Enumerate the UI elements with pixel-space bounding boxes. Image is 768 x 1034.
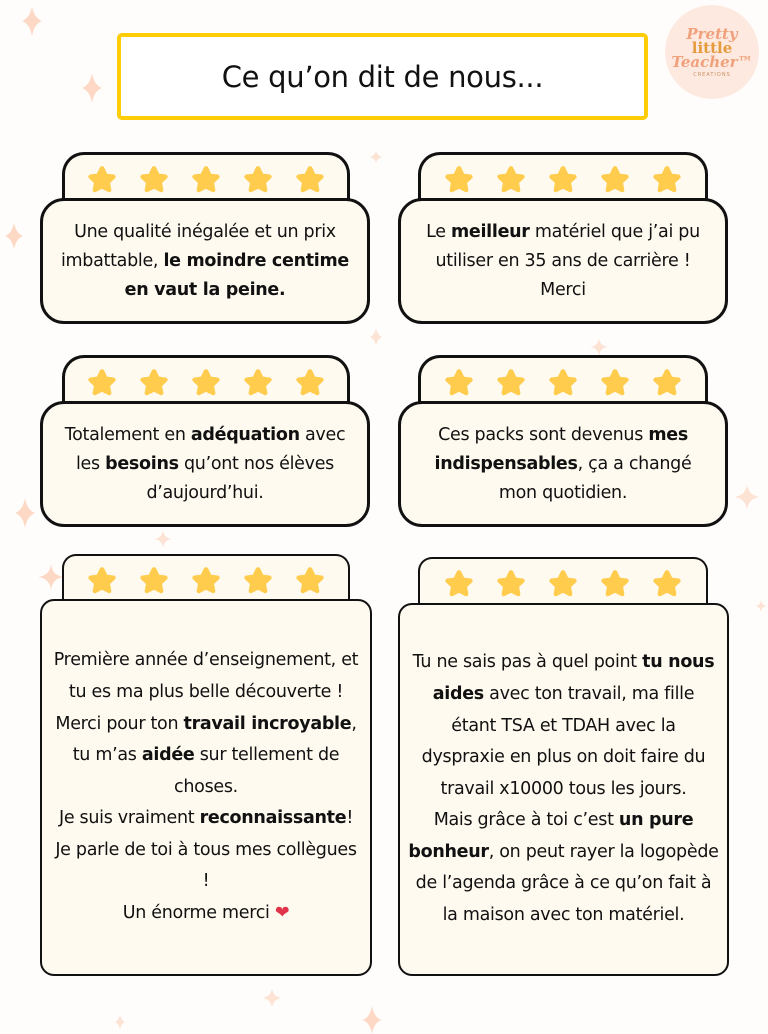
star-icon — [651, 164, 683, 196]
star-icon — [495, 367, 527, 399]
star-rating-3 — [62, 355, 350, 405]
sparkle-icon — [590, 338, 608, 356]
sparkle-icon — [38, 564, 64, 590]
sparkle-icon — [734, 484, 760, 510]
star-icon — [86, 367, 118, 399]
sparkle-icon — [154, 530, 172, 548]
star-icon — [651, 568, 683, 600]
review-card-3 — [40, 401, 370, 527]
emphasis-text: meilleur — [450, 221, 530, 242]
logo-line-little: little — [691, 39, 733, 57]
sparkle-icon — [22, 6, 42, 36]
star-icon — [547, 367, 579, 399]
star-icon — [294, 367, 326, 399]
logo-line-creations: CREATIONS — [693, 71, 731, 78]
star-icon — [443, 568, 475, 600]
brand-logo — [665, 5, 759, 99]
star-icon — [495, 568, 527, 600]
star-rating-6 — [418, 557, 708, 605]
review-text-3: Totalement en adéquation avec les besoins qu’ont nos élèves d’aujourd’hui. — [64, 424, 346, 503]
emphasis-text: aidée — [141, 745, 195, 766]
star-icon — [547, 568, 579, 600]
emphasis-text: mes indispensables — [434, 424, 688, 474]
review-card-1 — [40, 198, 370, 324]
emphasis-text: adéquation — [190, 424, 300, 445]
star-icon — [495, 164, 527, 196]
page-title: Ce qu’on dit de nous... — [221, 59, 544, 94]
star-icon — [86, 164, 118, 196]
review-text-5: Première année d’enseignement, et tu es ma plus belle découverte ! Merci pour ton travail incroyable, tu m’as aidée sur tellement de choses. Je suis vraiment reconnaissante! Je parle de toi à tous mes collègues ! Un énorme merci ❤ — [53, 650, 359, 924]
star-icon — [599, 164, 631, 196]
review-card-6 — [398, 603, 729, 976]
sparkle-icon — [262, 988, 282, 1008]
star-rating-1 — [62, 152, 350, 202]
star-icon — [190, 565, 222, 597]
star-rating-2 — [418, 152, 708, 202]
emphasis-text: besoins — [105, 453, 179, 474]
sparkle-icon — [82, 72, 102, 104]
star-icon — [443, 367, 475, 399]
sparkle-icon — [115, 1012, 125, 1032]
star-icon — [138, 367, 170, 399]
star-icon — [242, 164, 274, 196]
star-icon — [651, 367, 683, 399]
sparkle-icon — [369, 328, 383, 346]
review-card-2 — [398, 198, 728, 324]
star-icon — [190, 164, 222, 196]
sparkle-icon — [362, 1006, 382, 1034]
emphasis-text: un pure bonheur — [408, 810, 694, 862]
sparkle-icon — [15, 497, 35, 529]
emphasis-text: reconnaissante — [199, 808, 347, 829]
title-banner — [117, 33, 648, 120]
star-icon — [294, 565, 326, 597]
review-text-6: Tu ne sais pas à quel point tu nous aides avec ton travail, ma fille étant TSA et TDAH avec la dyspraxie en plus on doit faire du travail x10000 tous les jours. Mais grâce à toi c’est un pure bonheur, on peut rayer la logopède de l’agenda grâce à ce qu’on fait à la maison avec ton matériel. — [408, 652, 719, 926]
star-icon — [547, 164, 579, 196]
emphasis-text: travail incroyable — [183, 713, 352, 734]
star-icon — [138, 164, 170, 196]
review-card-5 — [40, 599, 372, 976]
review-text-2: Le meilleur matériel que j’ai pu utiliser en 35 ans de carrière ! Merci — [426, 221, 700, 300]
emphasis-text: tu nous aides — [432, 652, 715, 704]
star-icon — [294, 164, 326, 196]
star-rating-4 — [418, 355, 708, 405]
sparkle-icon — [755, 600, 767, 612]
star-icon — [138, 565, 170, 597]
emphasis-text: le moindre centime en vaut la peine. — [124, 250, 349, 300]
star-icon — [190, 367, 222, 399]
logo-line-pretty: Pretty — [686, 24, 738, 43]
star-icon — [242, 565, 274, 597]
logo-line-teacher: Teacher™ — [671, 53, 753, 72]
sparkle-icon — [5, 222, 23, 250]
review-text-4: Ces packs sont devenus mes indispensables, ça a changé mon quotidien. — [434, 424, 692, 503]
review-card-4 — [398, 401, 728, 527]
review-text-1: Une qualité inégalée et un prix imbattable, le moindre centime en vaut la peine. — [60, 221, 349, 300]
sparkle-icon — [369, 150, 383, 164]
star-icon — [443, 164, 475, 196]
star-icon — [599, 367, 631, 399]
star-icon — [86, 565, 118, 597]
star-rating-5 — [62, 554, 350, 602]
star-icon — [599, 568, 631, 600]
star-icon — [242, 367, 274, 399]
heart-icon: ❤ — [274, 903, 290, 924]
